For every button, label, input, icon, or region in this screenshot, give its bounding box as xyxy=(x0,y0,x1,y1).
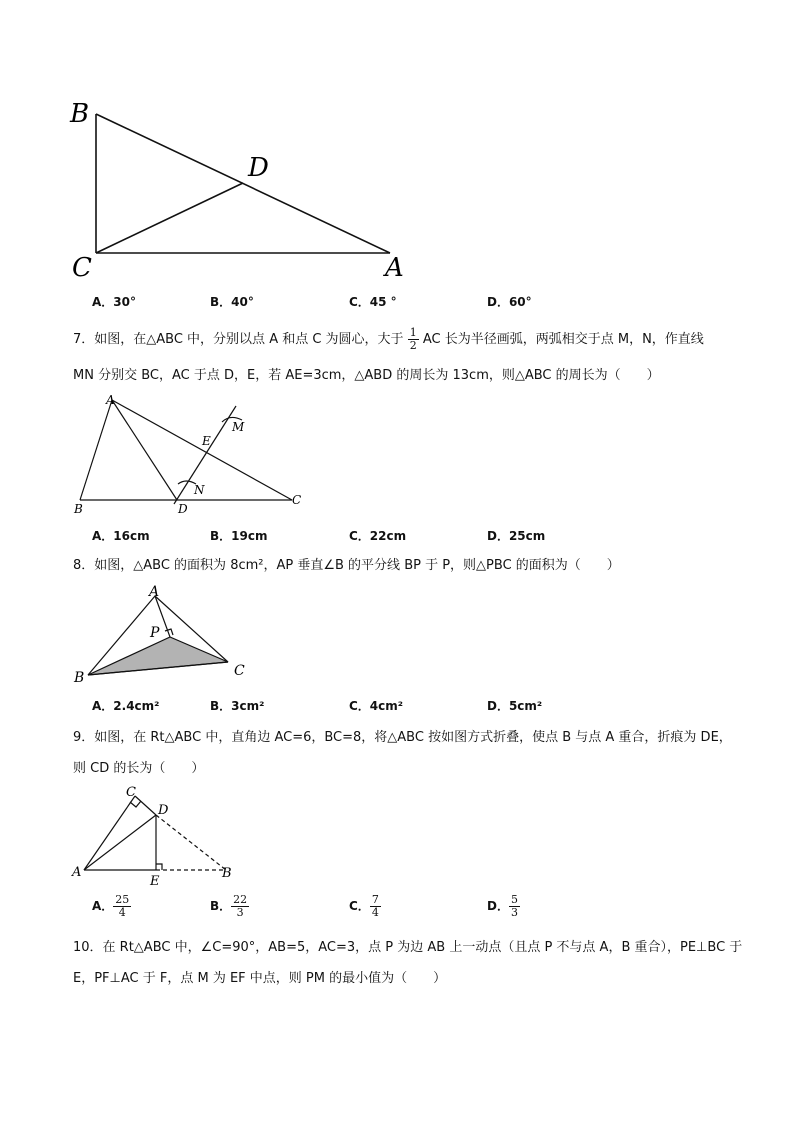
q7-label-m: M xyxy=(232,420,245,434)
q7-option-b[interactable]: B．19cm xyxy=(210,529,268,543)
q7-label-e: E xyxy=(202,434,211,448)
q9-segment-cd xyxy=(135,796,156,815)
q8-option-d[interactable]: D．5cm² xyxy=(487,699,543,713)
q9-segment-ad xyxy=(84,815,156,870)
q9-label-a: A xyxy=(72,865,82,880)
q9-label-c: C xyxy=(126,785,136,800)
q8-label-p: P xyxy=(150,625,160,641)
q6-option-c[interactable]: C．45 ° xyxy=(349,295,397,309)
q9-label-b: B xyxy=(222,866,232,881)
q7-option-c[interactable]: C．22cm xyxy=(349,529,407,543)
q8-text-line1: 8．如图，△ABC 的面积为 8cm²，AP 垂直∠B 的平分线 BP 于 P，则△PBC 的面积为（ ） xyxy=(73,558,620,573)
q10-text-line2: E，PF⊥AC 于 F，点 M 为 EF 中点，则 PM 的最小值为（ ） xyxy=(73,971,447,986)
q7-label-b: B xyxy=(74,502,83,516)
q9-option-b[interactable]: B． $\frac{22}{3}$ xyxy=(210,893,248,919)
q7-label-d: D xyxy=(178,502,188,516)
q9-dashed-db xyxy=(156,815,226,870)
q8-label-a: A xyxy=(149,584,160,600)
q8-option-c[interactable]: C．4cm² xyxy=(349,699,404,713)
q10-text-line1: 10．在 Rt△ABC 中，∠C=90°，AB=5，AC=3，点 P 为边 AB 上一动点（且点 P 不与点 A，B 重合），PE⊥BC 于 xyxy=(73,940,743,955)
q7-option-d[interactable]: D．25cm xyxy=(487,529,546,543)
figure-q6 xyxy=(60,90,420,290)
q7-label-n: N xyxy=(194,483,205,497)
q9-option-c[interactable]: C． $\frac{7}{4}$ xyxy=(349,893,379,919)
q6-option-b[interactable]: B．40° xyxy=(210,295,254,309)
segment-cd xyxy=(96,183,243,253)
q9-text-line1: 9．如图，在 Rt△ABC 中，直角边 AC=6，BC=8，将△ABC 按如图方式折叠，使点 B 与点 A 重合，折痕为 DE， xyxy=(73,730,732,745)
q7-text-line1: 7．如图，在△ABC 中，分别以点 A 和点 C 为圆心，大于 $\frac{1}{2}$ AC 长为半径画弧，两弧相交于点 M，N，作直线 xyxy=(73,326,704,352)
q7-text-line2: MN 分别交 BC，AC 于点 D，E，若 AE=3cm，△ABD 的周长为 13cm，则△ABC 的周长为（ ） xyxy=(73,368,660,383)
q7-label-c: C xyxy=(292,493,302,507)
q9-label-d: D xyxy=(158,803,169,818)
figure-q8 xyxy=(70,582,260,687)
figure-q9 xyxy=(70,782,240,890)
label-d: D xyxy=(248,153,269,183)
q8-option-b[interactable]: B．3cm² xyxy=(210,699,265,713)
q8-option-a[interactable]: A．2.4cm² xyxy=(92,699,160,713)
q9-option-a[interactable]: A． $\frac{25}{4}$ xyxy=(92,893,130,919)
half-fraction: $\frac{1}{2}$ xyxy=(409,326,417,352)
q9-option-d[interactable]: D． $\frac{5}{3}$ xyxy=(487,893,518,919)
q8-label-b: B xyxy=(74,670,85,686)
q9-label-e: E xyxy=(150,874,160,889)
figure-q7 xyxy=(70,392,310,517)
q7-option-a[interactable]: A．16cm xyxy=(92,529,150,543)
q6-option-a[interactable]: A．30° xyxy=(92,295,136,309)
q9-text-line2: 则 CD 的长为（ ） xyxy=(73,761,205,776)
q9-segment-ac xyxy=(84,796,135,870)
q9-right-angle-e xyxy=(156,864,162,870)
label-a: A xyxy=(385,253,404,283)
q7-segment-ab xyxy=(80,400,112,500)
q8-label-c: C xyxy=(234,663,245,679)
q7-label-a: A xyxy=(106,393,115,407)
q6-option-d[interactable]: D．60° xyxy=(487,295,532,309)
label-c: C xyxy=(72,253,92,283)
label-b: B xyxy=(70,99,90,129)
q7-segment-ad xyxy=(112,400,177,500)
q7-line-mn xyxy=(174,406,236,504)
